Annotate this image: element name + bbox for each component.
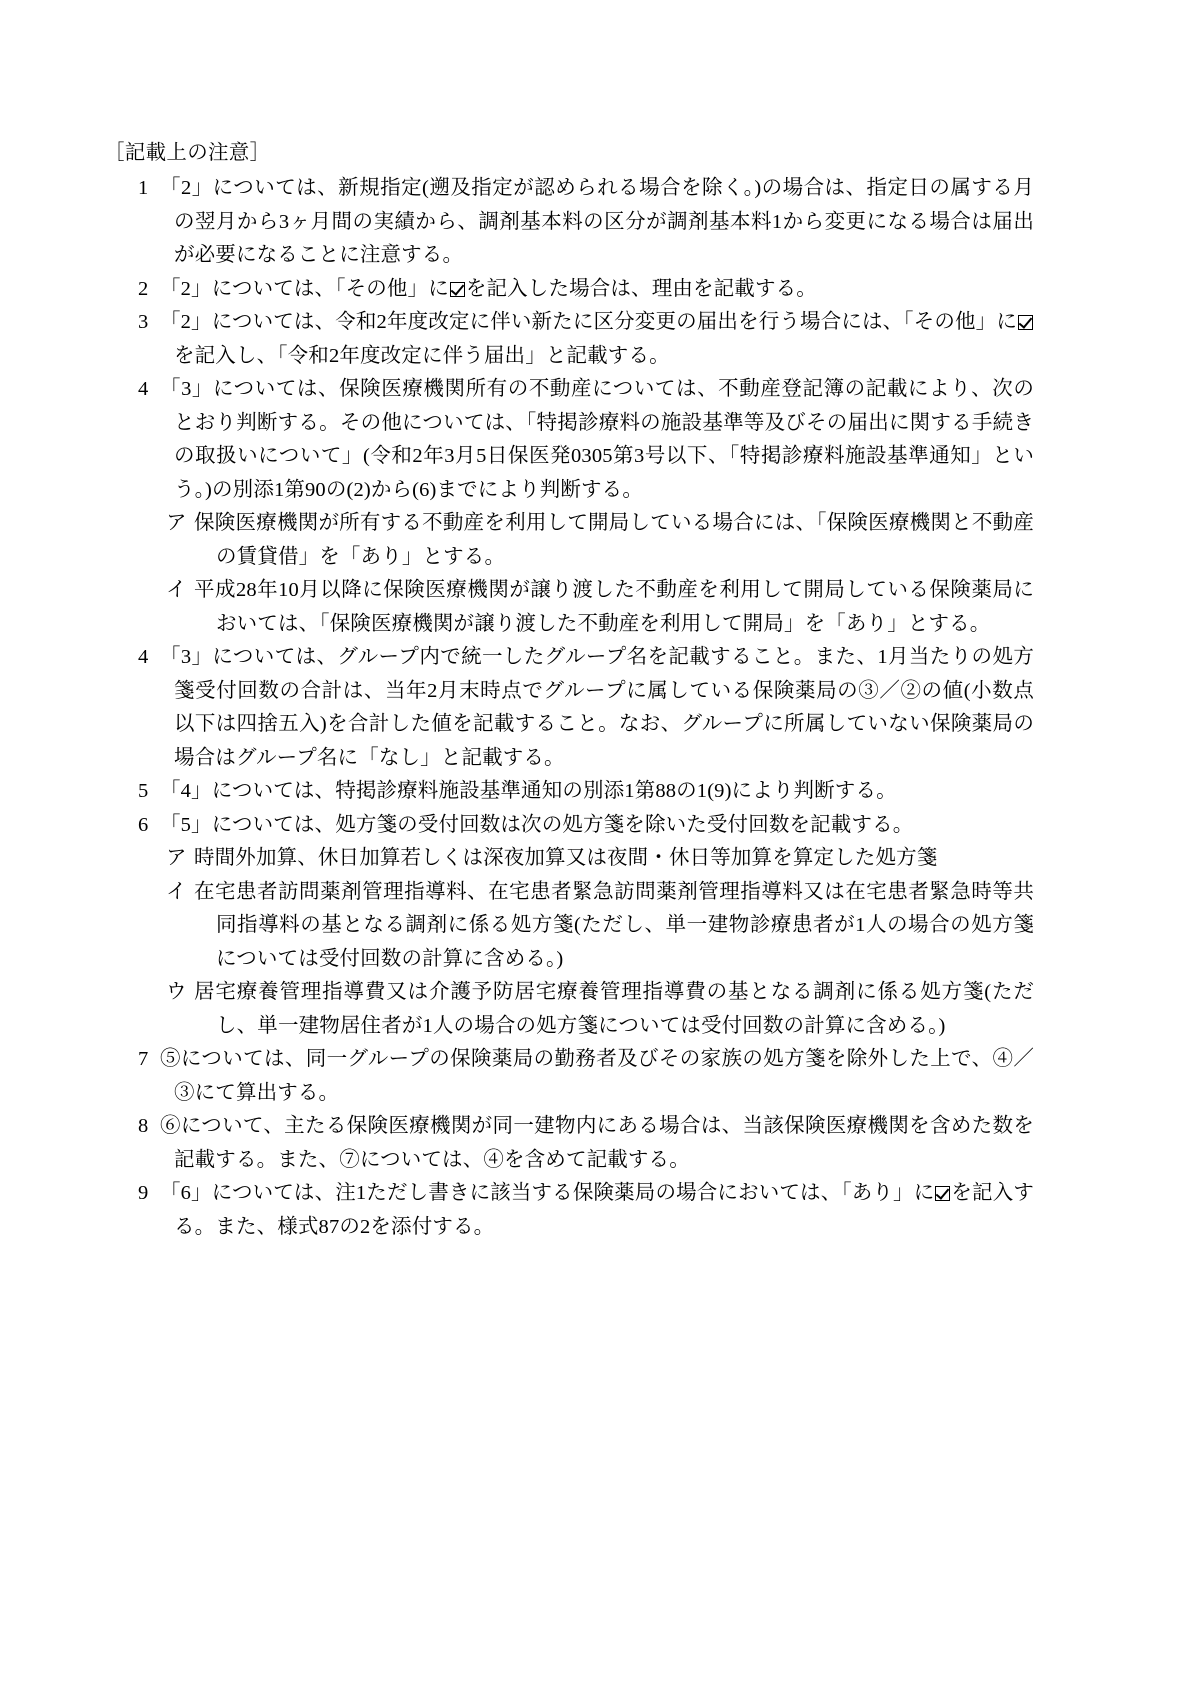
list-item-marker: 7 — [138, 1048, 149, 1070]
list-item-text: 「4」については、特掲診療料施設基準通知の別添1第88の1(9)により判断する。 — [160, 780, 897, 802]
list-item-text: 居宅療養管理指導費又は介護予防居宅療養管理指導費の基となる調剤に係る処方箋(ただし、単一建物居住者が1人の場合の処方箋については受付回数の計算に含める。) — [194, 981, 1034, 1037]
list-item — [104, 1177, 1034, 1244]
list-item-marker: 2 — [138, 277, 149, 300]
list-item-marker: 4 — [138, 378, 149, 400]
list-item-marker: イ — [166, 880, 187, 903]
list-item-text: 平成28年10月以降に保険医療機関が譲り渡した不動産を利用して開局している保険薬局においては、「保険医療機関が譲り渡した不動産を利用して開局」を「あり」とする。 — [194, 579, 1034, 635]
list-item-text-after: を記入する。また、様式87の2を添付する。 — [174, 1182, 1034, 1238]
list-item-marker: ア — [166, 847, 187, 869]
list-item — [104, 172, 1034, 273]
list-item — [104, 507, 1034, 574]
list-item-text: 時間外加算、休日加算若しくは深夜加算又は夜間・休日等加算を算定した処方箋 — [194, 847, 938, 869]
list-item — [104, 842, 1034, 876]
list-item — [104, 574, 1034, 641]
list-item-marker: 8 — [138, 1115, 149, 1137]
list-item — [104, 876, 1034, 977]
list-item — [104, 976, 1034, 1043]
list-item — [104, 809, 1034, 843]
list-item-marker: 5 — [138, 780, 149, 802]
list-item-marker: 6 — [138, 813, 149, 836]
page-title: ［記載上の注意］ — [104, 142, 271, 164]
list-item-text — [160, 1177, 1034, 1244]
list-item — [104, 1043, 1034, 1110]
list-item-text-before: 「2」については、令和2年度改定に伴い新たに区分変更の届出を行う場合には、「その他」に — [160, 311, 1017, 333]
list-item-marker: 1 — [138, 177, 149, 199]
checkbox-checked-icon — [1018, 315, 1033, 330]
list-item-text: 「3」については、保険医療機関所有の不動産については、不動産登記簿の記載により、次のとおり判断する。その他については、「特掲診療料の施設基準等及びその届出に関する手続きの取扱いについて」(令和2年3月5日保医発0305第3号以下、「特掲診療料施設基準通知」という。)の別添1第90の(2)から(6)までにより判断する。 — [160, 378, 1034, 501]
list-item — [104, 1110, 1034, 1177]
list-item-text-after: を記入し、「令和2年度改定に伴う届出」と記載する。 — [174, 344, 670, 367]
list-item-marker: ア — [166, 512, 187, 534]
list-item-text-before: 「2」については、「その他」に — [160, 277, 449, 300]
list-item-marker: 4 — [138, 646, 149, 668]
list-item — [104, 273, 1034, 307]
list-item-marker: 9 — [138, 1182, 149, 1204]
list-item-marker: ウ — [166, 981, 187, 1003]
list-item-text: 「5」については、処方箋の受付回数は次の処方箋を除いた受付回数を記載する。 — [160, 813, 914, 836]
list-item-text — [160, 273, 1034, 307]
list-item-text: 保険医療機関が所有する不動産を利用して開局している場合には、「保険医療機関と不動産の賃貸借」を「あり」とする。 — [194, 512, 1034, 568]
list-item-text-after: を記入した場合は、理由を記載する。 — [465, 277, 817, 300]
list-item — [104, 373, 1034, 507]
list-item — [104, 775, 1034, 809]
list-item-text — [160, 306, 1034, 373]
list-item-text: ⑥について、主たる保険医療機関が同一建物内にある場合は、当該保険医療機関を含めた数を記載する。また、⑦については、④を含めて記載する。 — [160, 1115, 1034, 1171]
list-item — [104, 641, 1034, 775]
list-item-marker: イ — [166, 579, 187, 601]
list-item-text: 「3」については、グループ内で統一したグループ名を記載すること。また、1月当たりの処方箋受付回数の合計は、当年2月末時点でグループに属している保険薬局の③／②の値(小数点以下は四捨五入)を合計した値を記載すること。なお、グループに所属していない保険薬局の場合はグループ名に「なし」と記載する。 — [160, 646, 1034, 769]
list-item — [104, 306, 1034, 373]
checkbox-checked-icon — [450, 282, 465, 297]
list-item-text: 「2」については、新規指定(遡及指定が認められる場合を除く。)の場合は、指定日の属する月の翌月から3ヶ月間の実績から、調剤基本料の区分が調剤基本料1から変更になる場合は届出が必要になることに注意する。 — [160, 177, 1034, 266]
checkbox-checked-icon — [935, 1186, 950, 1201]
list-item-marker: 3 — [138, 311, 149, 333]
list-item-text-before: 「6」については、注1ただし書きに該当する保険薬局の場合においては、「あり」に — [160, 1182, 935, 1204]
document-content — [104, 136, 1034, 1244]
list-item-text: ⑤については、同一グループの保険薬局の勤務者及びその家族の処方箋を除外した上で、④／③にて算出する。 — [160, 1048, 1034, 1104]
list-item-text: 在宅患者訪問薬剤管理指導料、在宅患者緊急訪問薬剤管理指導料又は在宅患者緊急時等共同指導料の基となる調剤に係る処方箋(ただし、単一建物診療患者が1人の場合の処方箋については受付回数の計算に含める。) — [194, 880, 1034, 970]
